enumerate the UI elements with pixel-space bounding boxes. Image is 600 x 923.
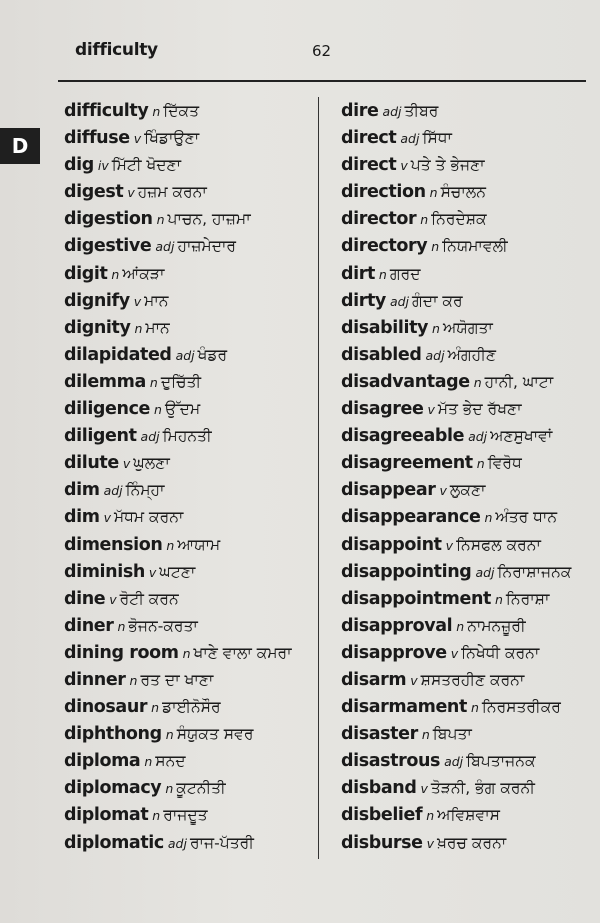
entry-headword: disappointing — [341, 561, 472, 582]
entry-translation: ਸ਼ਸਤਰਹੀਣ ਕਰਨਾ — [420, 670, 525, 689]
dictionary-entry — [64, 97, 314, 124]
entry-translation: ਉੱਦਮ — [164, 400, 201, 419]
entry-headword: dirty — [341, 290, 386, 311]
entry-translation: ਆਂਕੜਾ — [122, 264, 165, 283]
dictionary-entry — [64, 503, 314, 530]
entry-translation: ਹਾਜ਼ਮੇਦਾਰ — [177, 237, 237, 256]
dictionary-entry — [341, 693, 591, 720]
dictionary-entry — [64, 368, 314, 395]
entry-part-of-speech: n — [432, 320, 440, 336]
dictionary-entry — [64, 151, 314, 178]
entry-headword: disbelief — [341, 805, 423, 826]
entry-headword: direction — [341, 182, 426, 203]
entry-translation: ਤੋੜਨੀ, ਭੰਗ ਕਰਨੀ — [430, 779, 535, 798]
entry-translation: ਰਤ ਦਾ ਖਾਣਾ — [140, 670, 214, 689]
dictionary-entry — [341, 232, 591, 259]
dictionary-entry — [64, 585, 314, 612]
dictionary-entry — [64, 260, 314, 287]
entry-part-of-speech: adj — [167, 835, 187, 851]
entry-headword: digit — [64, 263, 108, 284]
entry-translation: ਅਯੋਗਤਾ — [442, 318, 493, 337]
entry-headword: dilute — [64, 453, 119, 474]
entry-headword: diligence — [64, 399, 151, 420]
dictionary-entry — [64, 422, 314, 449]
entry-part-of-speech: n — [429, 185, 438, 201]
entry-part-of-speech: n — [421, 727, 430, 743]
dictionary-entry — [341, 612, 591, 639]
entry-part-of-speech: n — [473, 374, 482, 390]
entry-translation: ਰਾਜਦੂਤ — [163, 806, 208, 825]
entry-headword: dignify — [64, 290, 130, 311]
dictionary-entry — [341, 124, 591, 151]
entry-part-of-speech: n — [165, 781, 174, 797]
entry-translation: ਖ਼ਰਚ ਕਰਨਾ — [437, 833, 507, 852]
entry-translation: ਅੰਤਰ ਧਾਨ — [495, 508, 558, 527]
dictionary-entry — [64, 287, 314, 314]
entry-part-of-speech: adj — [468, 429, 488, 445]
entry-translation: ਨਿਖੇਧੀ ਕਰਨਾ — [461, 643, 540, 662]
entry-headword: dirt — [341, 263, 375, 284]
entry-part-of-speech: adj — [389, 293, 410, 309]
entry-part-of-speech: v — [450, 645, 459, 661]
dictionary-entry — [341, 503, 591, 530]
entry-translation: ਸੰਯੁਕਤ ਸਵਰ — [176, 725, 254, 744]
dictionary-entry — [64, 314, 314, 341]
entry-part-of-speech: adj — [475, 564, 495, 580]
entry-part-of-speech: adj — [155, 239, 175, 255]
dictionary-entry — [64, 178, 314, 205]
entry-headword: diminish — [64, 561, 145, 582]
entry-headword: diner — [64, 615, 114, 636]
entry-part-of-speech: n — [182, 645, 191, 661]
entry-headword: digestive — [64, 236, 152, 257]
entry-translation: ਭੋਜਨ-ਕਰਤਾ — [128, 616, 198, 635]
entry-part-of-speech: n — [144, 754, 153, 770]
entry-headword: disappoint — [341, 534, 442, 555]
entry-headword: dimension — [64, 534, 163, 555]
entry-translation: ਮੱਧਮ ਕਰਨਾ — [113, 508, 184, 527]
entry-translation: ਮਾਨ — [144, 291, 169, 310]
entry-translation: ਪਾਚਨ, ਹਾਜ਼ਮਾ — [167, 210, 251, 229]
dictionary-entry — [341, 151, 591, 178]
column-divider — [318, 97, 319, 859]
entry-headword: diphthong — [64, 724, 162, 745]
entry-headword: disability — [341, 317, 429, 338]
dictionary-entry — [341, 422, 591, 449]
entry-headword: disarmament — [341, 697, 467, 718]
dictionary-entry — [341, 666, 591, 693]
entry-translation: ਖਾਣੇ ਵਾਲਾ ਕਮਰਾ — [193, 643, 292, 662]
dictionary-entry — [64, 666, 314, 693]
entry-headword: diffuse — [64, 128, 130, 149]
entry-headword: disappear — [341, 480, 436, 501]
entry-headword: disburse — [341, 832, 423, 853]
entry-part-of-speech: n — [134, 320, 143, 336]
dictionary-entry — [341, 558, 591, 585]
entry-translation: ਮਿਹਨਤੀ — [162, 427, 212, 446]
entry-translation: ਨਿਰਾਸ਼ਾ — [505, 589, 550, 608]
entry-part-of-speech: v — [445, 537, 454, 553]
entry-translation: ਨਿੰਮ੍ਹਾ — [125, 481, 165, 500]
entry-translation: ਅਵਿਸ਼ਵਾਸ — [437, 806, 500, 825]
entry-translation: ਮਾਨ — [145, 318, 170, 337]
entry-part-of-speech: n — [156, 212, 165, 228]
entry-part-of-speech: adj — [425, 347, 445, 363]
entry-headword: disadvantage — [341, 371, 470, 392]
dictionary-entry — [64, 205, 314, 232]
entry-translation: ਆਯਾਮ — [177, 535, 221, 554]
dictionary-entry — [341, 829, 591, 856]
dictionary-entry — [341, 531, 591, 558]
dictionary-entry — [64, 341, 314, 368]
dictionary-entry — [341, 639, 591, 666]
entry-translation: ਨਿਰਸਤਰੀਕਰ — [481, 698, 561, 717]
entry-part-of-speech: adj — [400, 131, 420, 147]
running-header-word: difficulty — [75, 40, 158, 60]
entry-translation: ਨਿਯਮਾਵਲੀ — [442, 237, 508, 256]
entry-headword: dim — [64, 507, 100, 528]
entry-translation: ਗਰਦ — [389, 264, 421, 283]
dictionary-entry — [341, 747, 591, 774]
entry-part-of-speech: v — [410, 672, 418, 688]
entry-headword: dilemma — [64, 371, 146, 392]
entry-headword: dining room — [64, 642, 179, 663]
entry-part-of-speech: n — [117, 618, 126, 634]
entry-part-of-speech: adj — [103, 483, 123, 499]
entry-headword: dinosaur — [64, 697, 148, 718]
entry-headword: diligent — [64, 426, 137, 447]
dictionary-entry — [341, 287, 591, 314]
dictionary-entry — [64, 693, 314, 720]
entry-translation: ਵਿਰੋਧ — [487, 454, 522, 473]
entry-headword: disagreement — [341, 453, 473, 474]
entry-headword: disband — [341, 778, 417, 799]
entry-headword: disapproval — [341, 615, 453, 636]
entry-translation: ਹਜ਼ਮ ਕਰਨਾ — [137, 183, 207, 202]
entry-headword: diploma — [64, 751, 141, 772]
entry-part-of-speech: n — [154, 402, 162, 418]
dictionary-entry — [64, 747, 314, 774]
entry-translation: ਮਿੱਟੀ ਖੋਦਣਾ — [111, 156, 182, 175]
entry-translation: ਸਨਦ — [155, 752, 186, 771]
entry-part-of-speech: v — [427, 402, 435, 418]
dictionary-entry — [64, 720, 314, 747]
entry-part-of-speech: n — [111, 266, 120, 282]
entry-headword: disappointment — [341, 588, 491, 609]
entry-part-of-speech: v — [127, 185, 135, 201]
dictionary-entry — [64, 639, 314, 666]
letter-tab: D — [0, 128, 40, 164]
entry-part-of-speech: adj — [382, 104, 402, 119]
entry-headword: disappearance — [341, 507, 481, 528]
entry-headword: director — [341, 209, 417, 230]
entry-part-of-speech: v — [420, 781, 428, 797]
entry-part-of-speech: v — [133, 293, 142, 309]
entry-translation: ਅਣਸੁਖਾਵਾਂ — [490, 427, 553, 446]
entry-translation: ਲੁਕਣਾ — [449, 481, 486, 500]
dictionary-entry — [341, 97, 591, 124]
entry-headword: disagreeable — [341, 426, 465, 447]
dictionary-entry — [64, 476, 314, 503]
entry-translation: ਡਾਈਨੋਸੌਰ — [162, 698, 221, 717]
dictionary-entry — [64, 801, 314, 828]
entry-translation: ਅੰਗਹੀਣ — [447, 345, 496, 364]
entry-part-of-speech: n — [476, 456, 485, 472]
entry-part-of-speech: v — [103, 510, 111, 526]
entry-headword: dire — [341, 101, 379, 121]
entry-translation: ਗੰਦਾ ਕਰ — [412, 291, 463, 310]
entry-part-of-speech: n — [420, 212, 429, 228]
entry-translation: ਤੀਬਰ — [404, 102, 439, 120]
entry-headword: dignity — [64, 317, 131, 338]
entry-part-of-speech: n — [426, 808, 435, 824]
entry-translation: ਨਾਮਨਜ਼ੂਰੀ — [467, 616, 526, 635]
entry-translation: ਘੁਲਣਾ — [133, 454, 170, 473]
entry-headword: digestion — [64, 209, 153, 230]
dictionary-entry — [64, 449, 314, 476]
entry-part-of-speech: n — [151, 700, 160, 716]
dictionary-entry — [341, 368, 591, 395]
dictionary-entry — [64, 774, 314, 801]
entry-part-of-speech: adj — [175, 347, 195, 363]
entry-headword: disastrous — [341, 751, 441, 772]
entry-translation: ਨਿਰਦੇਸ਼ਕ — [431, 210, 487, 229]
entry-part-of-speech: n — [152, 808, 161, 824]
entry-translation: ਪਤੇ ਤੇ ਭੇਜਣਾ — [410, 156, 485, 175]
dictionary-entry — [64, 531, 314, 558]
entry-translation: ਹਾਨੀ, ਘਾਟਾ — [484, 372, 554, 391]
right-column — [341, 97, 591, 856]
dictionary-entry — [64, 124, 314, 151]
entry-headword: directory — [341, 236, 428, 257]
entry-headword: diplomatic — [64, 832, 164, 853]
entry-part-of-speech: v — [426, 835, 435, 851]
entry-part-of-speech: n — [431, 239, 440, 255]
entry-headword: disabled — [341, 344, 422, 365]
dictionary-entry — [341, 395, 591, 422]
dictionary-entry — [341, 341, 591, 368]
dictionary-entry — [341, 205, 591, 232]
dictionary-entry — [341, 585, 591, 612]
entry-headword: difficulty — [64, 101, 149, 121]
entry-headword: digest — [64, 182, 124, 203]
entry-translation: ਖਿੰਡਾਉਣਾ — [144, 129, 200, 148]
entry-part-of-speech: adj — [444, 754, 464, 770]
entry-headword: dig — [64, 155, 94, 176]
entry-headword: diplomat — [64, 805, 149, 826]
entry-part-of-speech: n — [484, 510, 493, 526]
header-divider — [58, 80, 586, 82]
entry-part-of-speech: n — [166, 537, 175, 553]
dictionary-entry — [64, 232, 314, 259]
entry-part-of-speech: iv — [97, 158, 109, 174]
entry-headword: dim — [64, 480, 100, 501]
dictionary-entry — [64, 395, 314, 422]
entry-part-of-speech: v — [133, 131, 142, 147]
entry-translation: ਰਾਜ-ਪੱਤਰੀ — [189, 833, 254, 852]
entry-headword: dilapidated — [64, 344, 172, 365]
dictionary-entry — [341, 260, 591, 287]
entry-part-of-speech: v — [439, 483, 447, 499]
entry-part-of-speech: n — [152, 104, 161, 119]
dictionary-entry — [341, 476, 591, 503]
entry-headword: disaster — [341, 724, 418, 745]
dictionary-entry — [341, 449, 591, 476]
entry-part-of-speech: n — [456, 618, 465, 634]
entry-part-of-speech: v — [109, 591, 117, 607]
entry-translation: ਦੁਚਿੱਤੀ — [160, 372, 202, 391]
entry-headword: direct — [341, 128, 397, 149]
entry-translation: ਨਿਰਾਸ਼ਾਜਨਕ — [497, 562, 572, 581]
entry-part-of-speech: adj — [140, 429, 160, 445]
dictionary-entry — [341, 314, 591, 341]
dictionary-entry — [64, 829, 314, 856]
dictionary-entry — [64, 558, 314, 585]
entry-headword: dine — [64, 588, 106, 609]
entry-translation: ਨਿਸਫਲ ਕਰਨਾ — [456, 535, 541, 554]
entry-translation: ਸੰਚਾਲਨ — [440, 183, 486, 202]
entry-part-of-speech: n — [129, 672, 138, 688]
entry-translation: ਖੰਡਰ — [197, 345, 228, 364]
dictionary-entry — [341, 774, 591, 801]
entry-headword: direct — [341, 155, 397, 176]
entry-headword: disagree — [341, 399, 424, 420]
left-column — [64, 97, 314, 856]
entry-translation: ਸਿੱਧਾ — [422, 129, 452, 148]
entry-part-of-speech: v — [400, 158, 408, 174]
entry-part-of-speech: n — [165, 727, 174, 743]
entry-part-of-speech: n — [470, 700, 479, 716]
dictionary-entry — [341, 801, 591, 828]
entry-translation: ਮੱਤ ਭੇਦ ਰੱਖਣਾ — [437, 400, 522, 419]
entry-part-of-speech: n — [378, 266, 387, 282]
entry-translation: ਬਿਪਤਾ — [432, 725, 472, 744]
entry-translation: ਬਿਪਤਾਜਨਕ — [466, 752, 536, 771]
dictionary-entry — [64, 612, 314, 639]
entry-part-of-speech: v — [148, 564, 157, 580]
entry-part-of-speech: n — [149, 374, 158, 390]
entry-part-of-speech: v — [122, 456, 131, 472]
entry-headword: disarm — [341, 669, 407, 690]
entry-headword: diplomacy — [64, 778, 162, 799]
entry-translation: ਘਟਣਾ — [159, 562, 196, 581]
dictionary-entry — [341, 178, 591, 205]
dictionary-entry — [341, 720, 591, 747]
entry-translation: ਰੋਟੀ ਕਰਨ — [119, 589, 179, 608]
entry-translation: ਕੂਟਨੀਤੀ — [176, 779, 226, 798]
entry-part-of-speech: n — [494, 591, 503, 607]
entry-headword: disapprove — [341, 642, 447, 663]
page-number: 62 — [312, 42, 332, 60]
entry-headword: dinner — [64, 669, 126, 690]
entry-translation: ਦਿੱਕਤ — [163, 102, 200, 120]
